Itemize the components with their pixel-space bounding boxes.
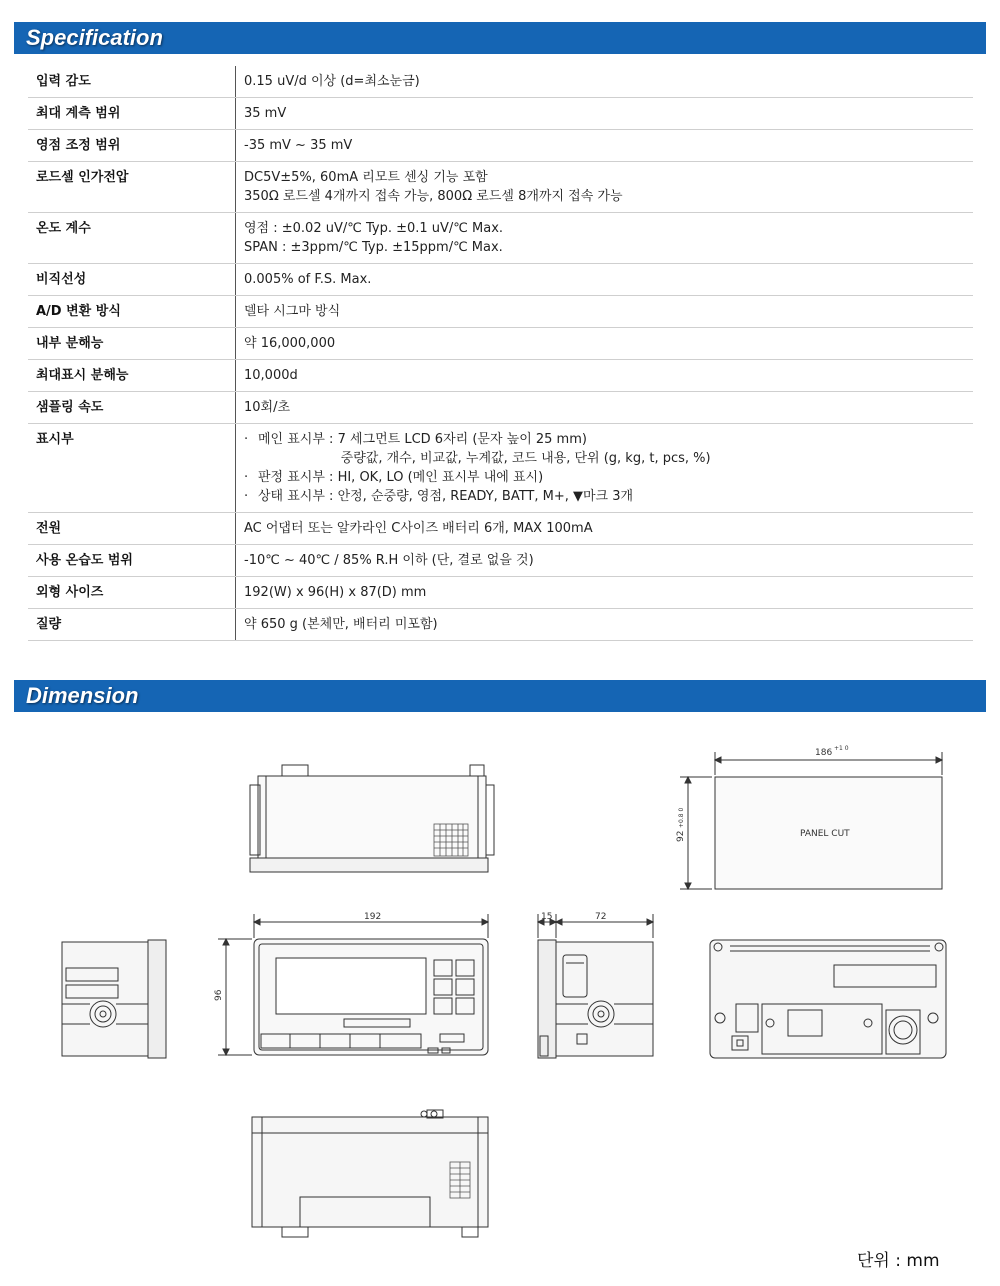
spec-key: 샘플링 속도	[28, 392, 236, 424]
spec-value-line: 0.15 uV/d 이상 (d=최소눈금)	[244, 74, 420, 89]
spec-key: A/D 변환 방식	[28, 296, 236, 328]
front-view-drawing	[218, 914, 488, 1055]
spec-value-line: 약 16,000,000	[244, 336, 336, 351]
spec-key: 온도 계수	[28, 213, 236, 264]
right-side-view-drawing	[538, 914, 653, 1058]
bullet-dot: ·	[244, 489, 249, 504]
spec-key: 로드셀 인가전압	[28, 162, 236, 213]
spec-value-line: 10,000d	[244, 368, 298, 383]
front-width-dim: 192	[364, 912, 382, 922]
bullet-text: 메인 표시부 : 7 세그먼트 LCD 6자리 (문자 높이 25 mm)	[258, 432, 587, 447]
panel-width-tol: +1 0	[834, 745, 849, 752]
spec-key: 질량	[28, 609, 236, 641]
spec-value-line: AC 어댑터 또는 알카라인 C사이즈 배터리 6개, MAX 100mA	[244, 521, 593, 536]
spec-value-line: 0.005% of F.S. Max.	[244, 272, 372, 287]
bullet-dot: ·	[244, 470, 249, 485]
spec-key: 비직선성	[28, 264, 236, 296]
spec-value-line: -35 mV ~ 35 mV	[244, 138, 353, 153]
spec-key: 영점 조정 범위	[28, 130, 236, 162]
panel-height-tol: +0.8 0	[678, 807, 685, 828]
spec-value-line: 델타 시그마 방식	[244, 304, 341, 319]
front-height-dim: 96	[214, 989, 224, 1001]
spec-value-line: 약 650 g (본체만, 배터리 미포함)	[244, 617, 438, 632]
spec-key: 전원	[28, 513, 236, 545]
unit-label: 단위 : mm	[857, 1251, 940, 1271]
spec-key: 최대표시 분해능	[28, 360, 236, 392]
spec-value-line: SPAN : ±3ppm/℃ Typ. ±15ppm/℃ Max.	[244, 240, 503, 255]
bullet-dot: ·	[244, 432, 249, 447]
panel-width-dim: 186	[815, 748, 833, 758]
spec-key: 사용 온습도 범위	[28, 545, 236, 577]
spec-value-line: 10회/초	[244, 400, 291, 415]
bottom-view-drawing	[252, 1110, 488, 1237]
spec-key: 내부 분해능	[28, 328, 236, 360]
spec-value-line: 35 mV	[244, 106, 287, 121]
bullet-text: 상태 표시부 : 안정, 순중량, 영점, READY, BATT, M+, ▼마크 3개	[258, 489, 634, 504]
bullet-text: 판정 표시부 : HI, OK, LO (메인 표시부 내에 표시)	[258, 470, 544, 485]
spec-value-line: 192(W) x 96(H) x 87(D) mm	[244, 585, 427, 600]
bezel-depth-dim: 15	[541, 912, 553, 922]
spec-value-line: 영점 : ±0.02 uV/℃ Typ. ±0.1 uV/℃ Max.	[244, 221, 504, 236]
specification-title: Specification	[26, 25, 163, 50]
spec-value-line: 350Ω 로드셀 4개까지 접속 가능, 800Ω 로드셀 8개까지 접속 가능	[244, 189, 623, 204]
body-depth-dim: 72	[595, 912, 607, 922]
panel-height-dim: 92	[676, 830, 686, 842]
spec-value-line: DC5V±5%, 60mA 리모트 센싱 기능 포함	[244, 170, 488, 185]
panel-cut-label: PANEL CUT	[800, 829, 850, 839]
spec-value-line: -10℃ ~ 40℃ / 85% R.H 이하 (단, 결로 없을 것)	[244, 553, 534, 568]
left-side-view-drawing	[62, 940, 166, 1058]
rear-view-drawing	[710, 940, 946, 1058]
dimension-title: Dimension	[26, 683, 139, 708]
panel-cut-drawing	[680, 752, 942, 889]
spec-key: 최대 계측 범위	[28, 98, 236, 130]
spec-key: 외형 사이즈	[28, 577, 236, 609]
bullet-text: 중량값, 개수, 비교값, 누계값, 코드 내용, 단위 (g, kg, t, pcs, %)	[258, 451, 711, 466]
top-view-drawing	[250, 765, 494, 872]
spec-key: 입력 감도	[28, 66, 236, 98]
spec-key: 표시부	[28, 424, 236, 513]
